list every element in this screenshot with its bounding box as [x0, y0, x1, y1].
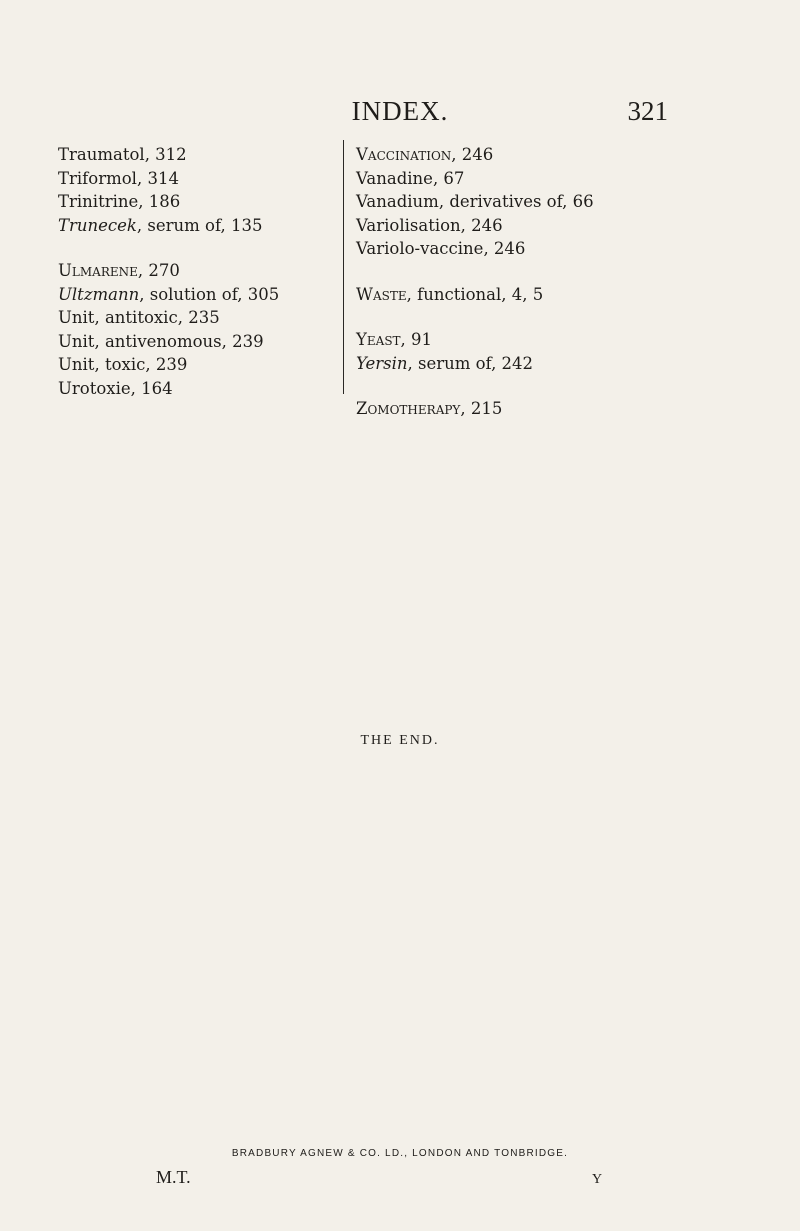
index-entry-refs: , functional, 4, 5: [406, 284, 544, 304]
index-entry-head: Ulmarene: [58, 261, 138, 280]
index-entry-refs: , 246: [460, 215, 503, 235]
index-entry: [58, 190, 358, 214]
index-entry: [58, 330, 358, 354]
index-entry: [58, 214, 358, 238]
index-entry-refs: , serum of, 135: [136, 215, 263, 235]
index-entry-head: Yeast: [356, 330, 401, 349]
index-entry: [58, 259, 358, 283]
index-entry: [58, 306, 358, 330]
index-entry: [58, 353, 358, 377]
index-entry-head: Variolisation: [356, 215, 461, 235]
index-entry: [356, 190, 676, 214]
index-entry-head: Variolo-vaccine: [356, 239, 484, 258]
signature-mark-right: Y: [592, 1172, 603, 1187]
index-entry-head: Waste: [356, 284, 407, 304]
signature-mark-left: M.T.: [156, 1167, 191, 1187]
index-entry: [356, 167, 676, 191]
index-entry-refs: , antivenomous, 239: [94, 331, 264, 351]
index-group: [356, 283, 676, 307]
index-entry: [356, 214, 676, 238]
index-entry-refs: , 164: [130, 378, 173, 398]
index-entry-refs: , 91: [400, 330, 433, 349]
index-entry-head: Trinitrine: [58, 192, 139, 211]
index-entry: [58, 143, 358, 167]
index-group: [58, 259, 358, 400]
index-column-right: [356, 143, 676, 443]
index-group: [58, 143, 358, 237]
printer-imprint: BRADBURY AGNEW & CO. LD., LONDON AND TONBRIDGE.: [231, 1148, 569, 1159]
index-entry-refs: , 314: [136, 168, 179, 188]
index-column-left: [58, 143, 358, 422]
index-entry-head: Traumatol: [58, 145, 145, 164]
index-entry-refs: , serum of, 242: [407, 353, 534, 373]
index-entry-head: Vaccination: [356, 145, 452, 164]
index-entry-refs: , 246: [451, 145, 494, 164]
index-entry-head: Vanadine: [356, 168, 433, 188]
index-entry: [356, 397, 676, 421]
index-entry-refs: , 312: [144, 145, 187, 164]
page-number: 321: [627, 96, 668, 126]
index-entry-head: Yersin: [356, 353, 408, 373]
index-entry-refs: , 67: [432, 168, 465, 188]
index-entry: [356, 352, 676, 376]
index-entry: [356, 143, 676, 167]
index-entry: [58, 167, 358, 191]
the-end-text: THE END.: [360, 733, 440, 748]
index-entry: [356, 283, 676, 307]
column-divider: [343, 140, 344, 394]
index-entry-refs: , derivatives of, 66: [438, 192, 594, 211]
index-entry-head: Urotoxie: [58, 378, 131, 398]
index-entry: [58, 283, 358, 307]
index-entry-refs: , solution of, 305: [139, 284, 280, 304]
index-entry-refs: , 270: [137, 261, 180, 280]
index-entry-refs: , 215: [460, 399, 503, 418]
index-entry-head: Unit: [58, 308, 95, 327]
index-entry-head: Zomotherapy: [356, 399, 461, 418]
index-entry-refs: , antitoxic, 235: [94, 308, 220, 327]
index-group: [356, 328, 676, 375]
page-title: INDEX.: [351, 96, 449, 126]
index-entry-head: Ultzmann: [58, 284, 140, 304]
index-entry: [356, 328, 676, 352]
index-entry-head: Trunecek: [58, 215, 137, 235]
index-entry-head: Triformol: [58, 168, 137, 188]
index-group: [356, 143, 676, 261]
index-group: [356, 397, 676, 421]
index-entry-refs: , toxic, 239: [94, 355, 188, 374]
index-entry: [356, 237, 676, 261]
index-entry: [58, 377, 358, 401]
index-entry-head: Unit: [58, 331, 95, 351]
index-entry-refs: , 246: [483, 239, 526, 258]
index-entry-head: Unit: [58, 355, 95, 374]
index-entry-head: Vanadium: [356, 192, 439, 211]
index-entry-refs: , 186: [138, 192, 181, 211]
